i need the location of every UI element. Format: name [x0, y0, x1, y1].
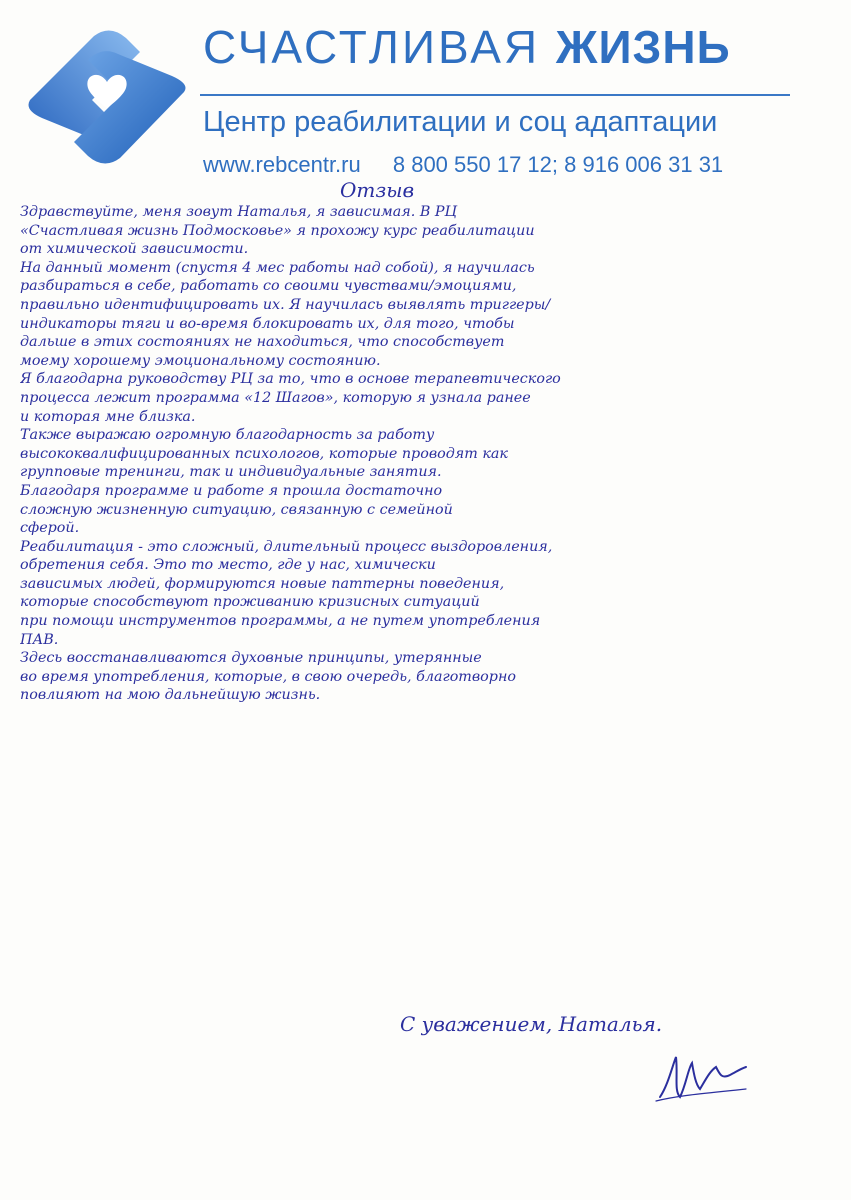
letter-line: и которая мне близка. — [20, 408, 196, 425]
website-link[interactable]: www.rebcentr.ru — [203, 152, 361, 177]
letter-line: Реабилитация - это сложный, длительный процесс выздоровления, — [20, 538, 553, 555]
letter-line: индикаторы тяги и во-время блокировать их, для того, чтобы — [20, 315, 515, 332]
header-divider — [200, 94, 790, 96]
handwritten-signature — [650, 1045, 750, 1105]
letter-line: высококвалифицированных психологов, которые проводят как — [20, 445, 508, 462]
letter-line: обретения себя. Это то место, где у нас, химически — [20, 557, 436, 574]
letter-line: правильно идентифицировать их. Я научилась выявлять триггеры/ — [20, 296, 551, 313]
letter-line: процесса лежит программа «12 Шагов», которую я узнала ранее — [20, 389, 531, 406]
brand-name-bold: ЖИЗНЬ — [555, 21, 731, 73]
letter-line: Здравствуйте, меня зовут Наталья, я зависимая. В РЦ — [20, 204, 457, 220]
letter-line: зависимых людей, формируются новые паттерны поведения, — [20, 575, 505, 592]
letter-line: разбираться в себе, работать со своими чувствами/эмоциями, — [20, 278, 517, 295]
brand-name-light: СЧАСТЛИВАЯ — [203, 21, 541, 73]
letter-line: Также выражаю огромную благодарность за работу — [20, 427, 435, 444]
letter-line: Благодаря программе и работе я прошла достаточно — [20, 482, 443, 499]
letter-line: На данный момент (спустя 4 мес работы над собой), я научилась — [20, 259, 535, 276]
phone-numbers: 8 800 550 17 12; 8 916 006 31 31 — [392, 152, 724, 177]
letter-line: повлияют на мою дальнейшую жизнь. — [20, 687, 321, 704]
letter-closing: С уважением, Наталья. — [400, 1012, 663, 1036]
center-subtitle: Центр реабилитации и соц адаптации — [203, 106, 718, 138]
letter-line: «Счастливая жизнь Подмосковье» я прохожу курс реабилитации — [20, 222, 535, 239]
letter-heading: Отзыв — [340, 178, 415, 202]
brand-name — [203, 20, 731, 74]
letter-line: групповые тренинги, так и индивидуальные занятия. — [20, 464, 442, 481]
letter-line: сложную жизненную ситуацию, связанную с семейной — [20, 501, 453, 518]
letter-line: сферой. — [20, 520, 80, 537]
letter-line: ПАВ. — [20, 631, 59, 648]
letter-line: Здесь восстанавливаются духовные принципы, утерянные — [20, 650, 482, 667]
hands-heart-logo — [22, 22, 192, 172]
letter-line: моему хорошему эмоциональному состоянию. — [20, 352, 381, 369]
contact-line — [203, 152, 749, 178]
letter-body — [20, 203, 835, 705]
letter-line: которые способствуют проживанию кризисных ситуаций — [20, 594, 480, 611]
letter-line: при помощи инструментов программы, а не путем употребления — [20, 613, 541, 630]
letter-line: Я благодарна руководству РЦ за то, что в основе терапевтического — [20, 371, 561, 388]
letter-line: от химической зависимости. — [20, 241, 249, 258]
letter-line: во время употребления, которые, в свою очередь, благотворно — [20, 668, 516, 685]
letter-line: дальше в этих состояниях не находиться, что способствует — [20, 334, 505, 351]
